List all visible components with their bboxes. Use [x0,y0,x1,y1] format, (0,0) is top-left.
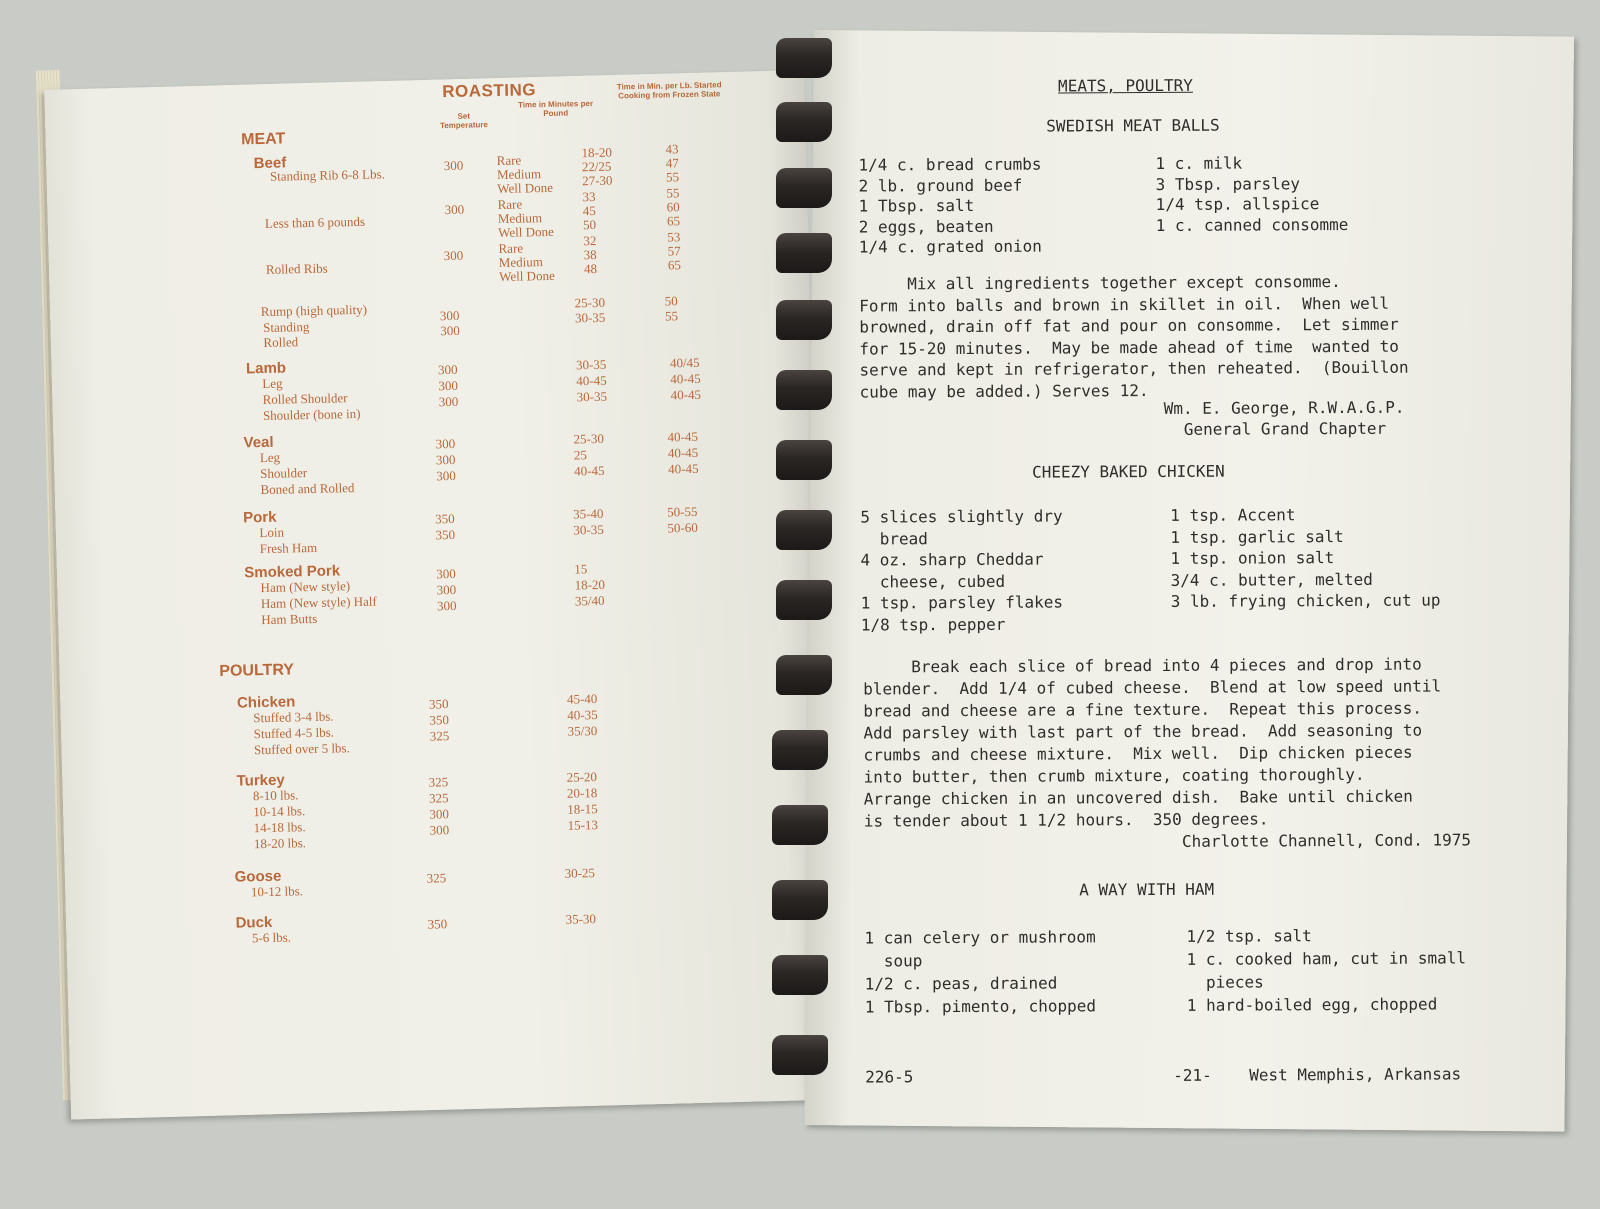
cut-name: Rolled Shoulder [262,390,348,407]
cut-name: Stuffed over 5 lbs. [253,740,350,758]
minutes-per-pound: 18-20 [581,144,613,161]
doneness-label: Well Done [498,267,555,285]
text-line: 3 Tbsp. parsley [1155,173,1301,194]
recipe2-ingredients-right [1170,503,1440,612]
cut-minutes: 40-35 [567,707,598,723]
cut-name: 10-12 lbs. [250,883,304,900]
text-line: 2 lb. ground beef [858,175,1023,196]
text-line: crumbs and cheese mixture. Mix well. Dip chicken pieces [863,742,1413,765]
cut-name: 18-20 lbs. [253,835,307,852]
rolled-ribs-temp: 300 [443,247,464,264]
text-line: 1 Tbsp. salt [858,195,975,216]
rump-temp: 300 [440,322,460,339]
text-line: blender. Add 1/4 of cubed cheese. Blend at low speed until [863,676,1442,699]
doneness-label: Medium [496,166,542,183]
cut-minutes: 35-40 [572,505,604,522]
cut-frozen: 40-45 [667,444,699,461]
frozen-minutes: 55 [665,169,680,185]
cut-minutes: 35/40 [574,592,605,609]
cut-temp: 300 [429,806,450,822]
cut-temp: 300 [435,435,456,452]
minutes-per-pound: 22/25 [581,158,612,175]
cut-frozen: 50-55 [666,503,698,520]
text-line: Break each slice of bread into 4 pieces and drop into [863,654,1422,677]
cut-temp: 350 [428,696,449,712]
meat-heading: MEAT [241,130,286,149]
frozen-minutes: 65 [666,213,681,229]
cut-temp: 350 [435,510,455,527]
cut-temp: 325 [429,728,450,744]
rump-minutes: 30-35 [574,309,606,326]
cut-temp: 325 [426,870,447,886]
rolled-ribs-label: Rolled Ribs [265,260,328,277]
doneness-label: Well Done [497,179,554,197]
doneness-label: Medium [498,254,544,271]
text-line: 1/4 tsp. allspice [1155,194,1320,214]
frozen-minutes: 57 [667,243,681,259]
cut-minutes: 35-30 [565,911,597,927]
cut-temp: 300 [437,361,458,378]
cut-temp: 300 [436,597,457,614]
text-line: 1 tsp. onion salt [1170,548,1335,568]
minutes-per-pound: 32 [583,232,597,249]
category-chicken: Chicken [236,693,296,712]
text-line: 3 lb. frying chicken, cut up [1170,590,1441,611]
cut-minutes: 25-30 [573,430,605,447]
text-line: 1 tsp. parsley flakes [860,592,1064,613]
less-than-6-temp: 300 [444,201,465,218]
doneness-label: Rare [496,152,522,169]
cut-minutes: 15 [574,561,588,577]
cut-temp: 300 [438,377,459,394]
cut-name: Stuffed 3-4 lbs. [253,708,334,726]
poultry-heading: POULTRY [219,661,295,680]
cut-temp: 300 [436,565,456,582]
footer-location: West Memphis, Arkansas [1249,1064,1462,1085]
cut-frozen: 40/45 [669,354,700,371]
doneness-label: Rare [498,240,524,257]
cut-name: 10-14 lbs. [253,803,306,820]
cut-name: Ham (New style) [260,578,351,596]
recipe3-ingredients-left [864,925,1096,1018]
cut-minutes: 30-35 [573,521,604,538]
cut-minutes: 15-13 [567,817,599,833]
cut-temp: 300 [438,393,459,410]
cut-minutes: 35/30 [567,723,598,739]
recipe1-title: SWEDISH MEAT BALLS [1046,115,1220,136]
cut-minutes: 30-35 [576,388,608,405]
cut-temp: 300 [436,581,457,598]
text-line: serve and kept in refrigerator, then reheated. (Bouillon [859,357,1409,380]
cut-temp: 300 [435,451,456,468]
text-line: cube may be added.) Serves 12. [859,380,1149,402]
recipe2-title: CHEEZY BAKED CHICKEN [1032,461,1225,482]
minutes-per-pound: 33 [582,188,596,205]
minutes-per-pound: 38 [583,246,597,263]
cut-name: Boned and Rolled [260,480,355,498]
cut-name: Shoulder (bone in) [262,405,361,423]
header-set-temperature: Set Temperature [439,111,488,131]
cut-frozen: 40-45 [668,460,699,477]
text-line: 3/4 c. butter, melted [1170,569,1373,590]
doneness-label: Rare [497,196,523,213]
cut-name: Fresh Ham [259,539,318,557]
recipe2-ingredients-left [860,505,1063,635]
text-line: browned, drain off fat and pour on consomme. Let simmer [859,314,1399,337]
frozen-minutes: 55 [666,185,680,201]
minutes-per-pound: 27-30 [581,172,613,189]
category-pork: Pork [242,508,277,527]
cut-temp: 300 [429,822,450,838]
text-line: 1 c. cooked ham, cut in small [1186,948,1467,969]
rump-temp: 300 [439,307,460,324]
text-line: bread [860,528,928,549]
cut-name: 8-10 lbs. [252,787,299,804]
cut-name: Shoulder [260,465,308,482]
text-line: 2 eggs, beaten [858,216,994,237]
cut-name: Leg [262,375,283,391]
text-line: Mix all ingredients together except consomme. [859,272,1341,294]
frozen-minutes: 60 [666,199,680,215]
page-number: -21- [1173,1065,1212,1085]
minutes-per-pound: 48 [583,260,598,277]
text-line: 4 oz. sharp Cheddar [860,549,1044,570]
text-line: is tender about 1 1/2 hours. 350 degrees. [863,809,1269,831]
text-line: pieces [1186,972,1264,992]
text-line: 1 tsp. garlic salt [1170,526,1344,547]
category-smoked-pork: Smoked Pork [244,562,341,582]
rump-frozen: 55 [664,308,679,324]
cut-name: 14-18 lbs. [253,819,306,836]
recipe1-directions [859,271,1409,403]
text-line: 1 c. canned consomme [1155,214,1349,235]
doneness-label: Medium [497,210,543,227]
text-line: 1 c. milk [1155,153,1243,173]
recipe1-ingredients-right [1155,153,1348,236]
text-line: 1/4 c. bread crumbs [858,154,1042,175]
text-line: for 15-20 minutes. May be made ahead of time wanted to [859,336,1399,359]
frozen-minutes: 53 [667,229,681,245]
cut-frozen: 40-45 [670,370,701,387]
recipe3-title: A WAY WITH HAM [1079,879,1215,900]
cut-frozen: 40-45 [667,428,699,445]
header-time-frozen: Time in Min. per Lb. Started Cooking from Frozen State [616,80,722,101]
cut-minutes: 40-45 [574,462,605,479]
text-line: 1/4 c. grated onion [858,236,1042,257]
cut-temp: 350 [435,526,456,543]
text-line: bread and cheese are a fine texture. Repeat this process. [863,698,1423,721]
text-line: 5 slices slightly dry [860,506,1063,527]
frozen-minutes: 65 [667,257,682,273]
recipe3-ingredients-right [1186,923,1466,1016]
text-line: 1 Tbsp. pimento, chopped [864,996,1097,1017]
rump-cut-name: Standing [262,319,310,335]
text-line: 1/2 c. peas, drained [864,973,1058,994]
standing-rib-label: Standing Rib 6-8 Lbs. [269,166,385,184]
cut-minutes: 40-45 [576,372,607,389]
cut-minutes: 20-18 [566,785,598,801]
recipe1-ingredients-left [858,155,1042,258]
cut-temp: 325 [428,790,449,806]
frozen-minutes: 47 [665,155,679,171]
recipe1-author: Wm. E. George, R.W.A.G.P. [1163,397,1405,418]
less-than-6-label: Less than 6 pounds [264,213,366,231]
cut-minutes: 25 [573,447,588,463]
cut-name: Ham Butts [261,610,318,628]
cut-minutes: 25-20 [566,769,598,785]
category-duck: Duck [235,913,273,932]
text-line: 1/2 tsp. salt [1186,926,1312,946]
frozen-minutes: 43 [665,141,679,157]
beef-category: Beef [253,154,287,173]
rump-minutes: 25-30 [574,294,606,311]
text-line: 1 hard-boiled egg, chopped [1186,994,1438,1015]
category-lamb: Lamb [245,359,287,378]
cut-frozen: 50-60 [667,519,698,536]
cut-minutes: 18-20 [574,576,606,593]
cut-temp: 300 [436,467,456,484]
roasting-title: ROASTING [442,80,537,102]
cut-frozen: 40-45 [670,386,702,403]
cut-temp: 325 [428,774,449,790]
text-line: Arrange chicken in an uncovered dish. Bake until chicken [863,786,1413,809]
rump-label: Rump (high quality) [260,301,368,320]
text-line: Form into balls and brown in skillet in oil. When well [859,293,1390,316]
text-line: cheese, cubed [860,571,1006,592]
text-line: Add parsley with last part of the bread. Add seasoning to [863,720,1423,743]
text-line: 1 tsp. Accent [1170,505,1296,525]
cut-temp: 350 [427,916,448,932]
minutes-per-pound: 45 [582,202,596,219]
category-veal: Veal [243,433,274,452]
cut-minutes: 45-40 [566,691,598,707]
cut-minutes: 30-25 [564,865,596,881]
category-turkey: Turkey [236,771,285,790]
category-goose: Goose [234,867,282,886]
text-line: soup [864,951,923,971]
recipe2-author: Charlotte Channell, Cond. 1975 [1181,830,1472,851]
doneness-label: Well Done [498,223,554,241]
cut-name: Ham (New style) Half [260,593,377,612]
minutes-per-pound: 50 [582,216,597,233]
cut-temp: 350 [429,712,450,728]
cut-name: Stuffed 4-5 lbs. [253,724,335,742]
recipe2-directions [863,653,1442,832]
text-line: 1/8 tsp. pepper [860,614,1006,635]
rump-cut-name: Rolled [263,334,299,350]
cut-name: Leg [259,449,281,466]
recipe1-author-title: General Grand Chapter [1183,418,1387,439]
header-time-per-pound: Time in Minutes per Pound [517,99,594,119]
cut-name: Loin [259,524,285,541]
text-line: into butter, then crumb mixture, coating thoroughly. [863,764,1365,787]
text-line: 1 can celery or mushroom [864,927,1096,948]
rump-frozen: 50 [664,293,678,309]
cut-name: 5-6 lbs. [251,929,292,946]
footer-code: 226-5 [865,1067,914,1087]
chapter-title: MEATS, POULTRY [1057,75,1193,96]
standing-rib-temp: 300 [443,157,464,174]
cut-minutes: 18-15 [567,801,598,817]
cut-minutes: 30-35 [575,356,607,373]
